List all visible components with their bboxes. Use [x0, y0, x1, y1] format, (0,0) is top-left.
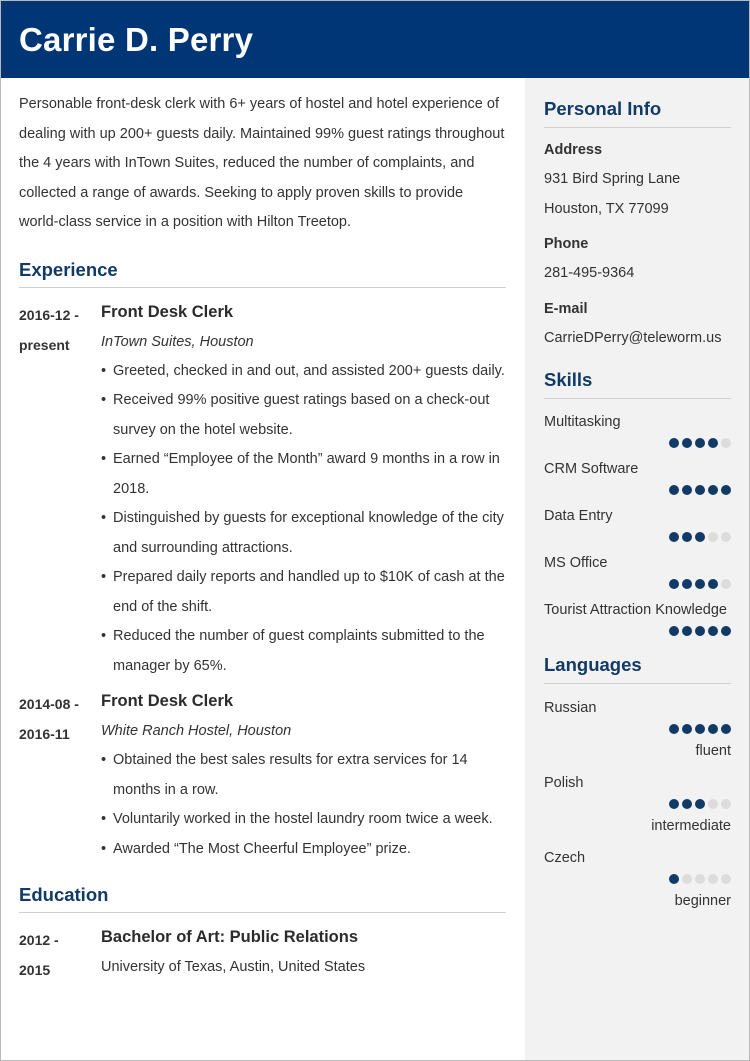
education-title: Education [19, 884, 506, 913]
skill-rating-dot [682, 626, 692, 636]
skill-name: CRM Software [544, 461, 639, 477]
job-body [101, 689, 506, 864]
job-bullets [101, 746, 506, 864]
skill-rating-dot [721, 532, 731, 542]
skill-name: MS Office [544, 555, 608, 571]
job-bullet: • Distinguished by guests for exceptional knowledge of the city and surrounding attractions. [101, 504, 506, 563]
skills-title: Skills [544, 369, 731, 399]
skill-rating-dots [544, 532, 731, 542]
language-rating-dot [721, 724, 731, 734]
skill-rating-dot [669, 485, 679, 495]
skill-rating-dot [669, 579, 679, 589]
skill-rating-dot [708, 532, 718, 542]
skill-rating-dot [721, 626, 731, 636]
skill-rating-dot [682, 485, 692, 495]
company-name: White Ranch Hostel, Houston [101, 723, 292, 739]
sidebar [525, 78, 749, 1060]
address-line-1: 931 Bird Spring Lane [544, 171, 681, 187]
language-rating-dot [669, 724, 679, 734]
skill-rating-dots [544, 485, 731, 495]
language-rating-dot [695, 874, 705, 884]
skill-rating-dot [695, 438, 705, 448]
experience-list [19, 300, 506, 865]
language-rating-dot [682, 874, 692, 884]
job-date-start: 2016-12 - [19, 306, 79, 323]
skill-rating-dot [708, 438, 718, 448]
skill-name: Tourist Attraction Knowledge [544, 602, 727, 618]
languages-title: Languages [544, 654, 731, 684]
email-label: E-mail [544, 300, 588, 317]
language-name: Russian [544, 700, 597, 716]
company-name: InTown Suites, Houston [101, 333, 254, 350]
skill-item [544, 599, 731, 636]
job-body [101, 300, 506, 682]
language-rating-dot [682, 724, 692, 734]
language-rating-dots [544, 799, 731, 809]
language-rating-dot [695, 799, 705, 809]
education-date [19, 925, 97, 985]
profile-summary: Personable front-desk clerk with 6+ years of hostel and hotel experience of dealing with up 200+ guests daily. Maintained 99% guest ratings throughout the 4 years with InTown Suites, reduced the number of complaints, and collected a range of awards. Seeking to apply proven skills to provide world-class service in a position with Hilton Treetop. [19, 96, 505, 230]
job-title: Front Desk Clerk [101, 302, 234, 321]
language-rating-dot [695, 724, 705, 734]
job-bullet: • Earned “Employee of the Month” award 9 months in a row in 2018. [101, 445, 506, 504]
job-date-end: 2016-11 [19, 726, 70, 742]
languages-section [544, 654, 731, 911]
languages-list [544, 697, 731, 911]
skill-name: Multitasking [544, 414, 621, 430]
job-bullet: • Greeted, checked in and out, and assisted 200+ guests daily. [101, 357, 506, 387]
experience-title: Experience [19, 259, 506, 288]
skill-rating-dot [695, 579, 705, 589]
education-date-start: 2012 - [19, 932, 59, 948]
skill-item [544, 411, 731, 448]
skill-rating-dot [721, 579, 731, 589]
skill-rating-dot [721, 438, 731, 448]
language-rating-dot [708, 724, 718, 734]
job-bullet: • Awarded “The Most Cheerful Employee” prize. [101, 835, 506, 865]
skill-rating-dots [544, 438, 731, 448]
skills-list [544, 411, 731, 636]
skill-rating-dot [721, 485, 731, 495]
skill-rating-dots [544, 579, 731, 589]
personal-info-title: Personal Info [544, 98, 731, 128]
skills-section [544, 369, 731, 636]
personal-info-section [544, 98, 731, 353]
language-item [544, 697, 731, 761]
skill-item [544, 552, 731, 589]
job-bullet: • Prepared daily reports and handled up to $10K of cash at the end of the shift. [101, 563, 506, 622]
skill-item [544, 505, 731, 542]
skill-rating-dot [682, 579, 692, 589]
job-date [19, 689, 97, 749]
language-level: fluent [695, 743, 731, 759]
language-item [544, 847, 731, 911]
language-level: intermediate [651, 818, 731, 834]
skill-rating-dot [708, 485, 718, 495]
skill-rating-dot [695, 485, 705, 495]
job-date [19, 300, 97, 360]
skill-name: Data Entry [544, 508, 613, 524]
language-rating-dot [708, 874, 718, 884]
skill-rating-dots [544, 626, 731, 636]
language-rating-dot [669, 799, 679, 809]
skill-rating-dot [682, 438, 692, 448]
main-column [19, 90, 506, 982]
degree-title: Bachelor of Art: Public Relations [101, 928, 359, 946]
job-title: Front Desk Clerk [101, 692, 234, 710]
language-name: Polish [544, 775, 584, 791]
language-level: beginner [674, 893, 731, 909]
phone-value: 281-495-9364 [544, 265, 635, 281]
header-banner [1, 1, 749, 78]
education-date-end: 2015 [19, 962, 51, 978]
language-rating-dot [721, 799, 731, 809]
experience-entry [19, 689, 506, 864]
skill-rating-dot [708, 579, 718, 589]
address-label: Address [544, 142, 603, 158]
language-name: Czech [544, 850, 586, 866]
language-rating-dots [544, 874, 731, 884]
skill-rating-dot [669, 626, 679, 636]
language-item [544, 772, 731, 836]
skill-rating-dot [682, 532, 692, 542]
job-bullet: • Voluntarily worked in the hostel laundry room twice a week. [101, 805, 506, 835]
job-date-end: present [19, 336, 70, 353]
email-value: CarrieDPerry@teleworm.us [544, 329, 722, 346]
language-rating-dot [669, 874, 679, 884]
skill-rating-dot [695, 532, 705, 542]
candidate-name: Carrie D. Perry [19, 21, 254, 58]
skill-rating-dot [669, 532, 679, 542]
skill-rating-dot [695, 626, 705, 636]
job-bullets [101, 357, 506, 682]
language-rating-dots [544, 724, 731, 734]
experience-entry [19, 300, 506, 682]
job-bullet: • Reduced the number of guest complaints submitted to the manager by 65%. [101, 622, 506, 681]
skill-rating-dot [669, 438, 679, 448]
job-bullet: • Received 99% positive guest ratings based on a check-out survey on the hotel website. [101, 386, 506, 445]
education-entry [19, 925, 506, 982]
phone-label: Phone [544, 236, 589, 252]
skill-item [544, 458, 731, 495]
school-name: University of Texas, Austin, United States [101, 959, 366, 975]
language-rating-dot [682, 799, 692, 809]
language-rating-dot [708, 799, 718, 809]
language-rating-dot [721, 874, 731, 884]
job-bullet: • Obtained the best sales results for extra services for 14 months in a row. [101, 746, 506, 805]
address-line-2: Houston, TX 77099 [544, 200, 669, 217]
skill-rating-dot [708, 626, 718, 636]
job-date-start: 2014-08 - [19, 696, 79, 712]
